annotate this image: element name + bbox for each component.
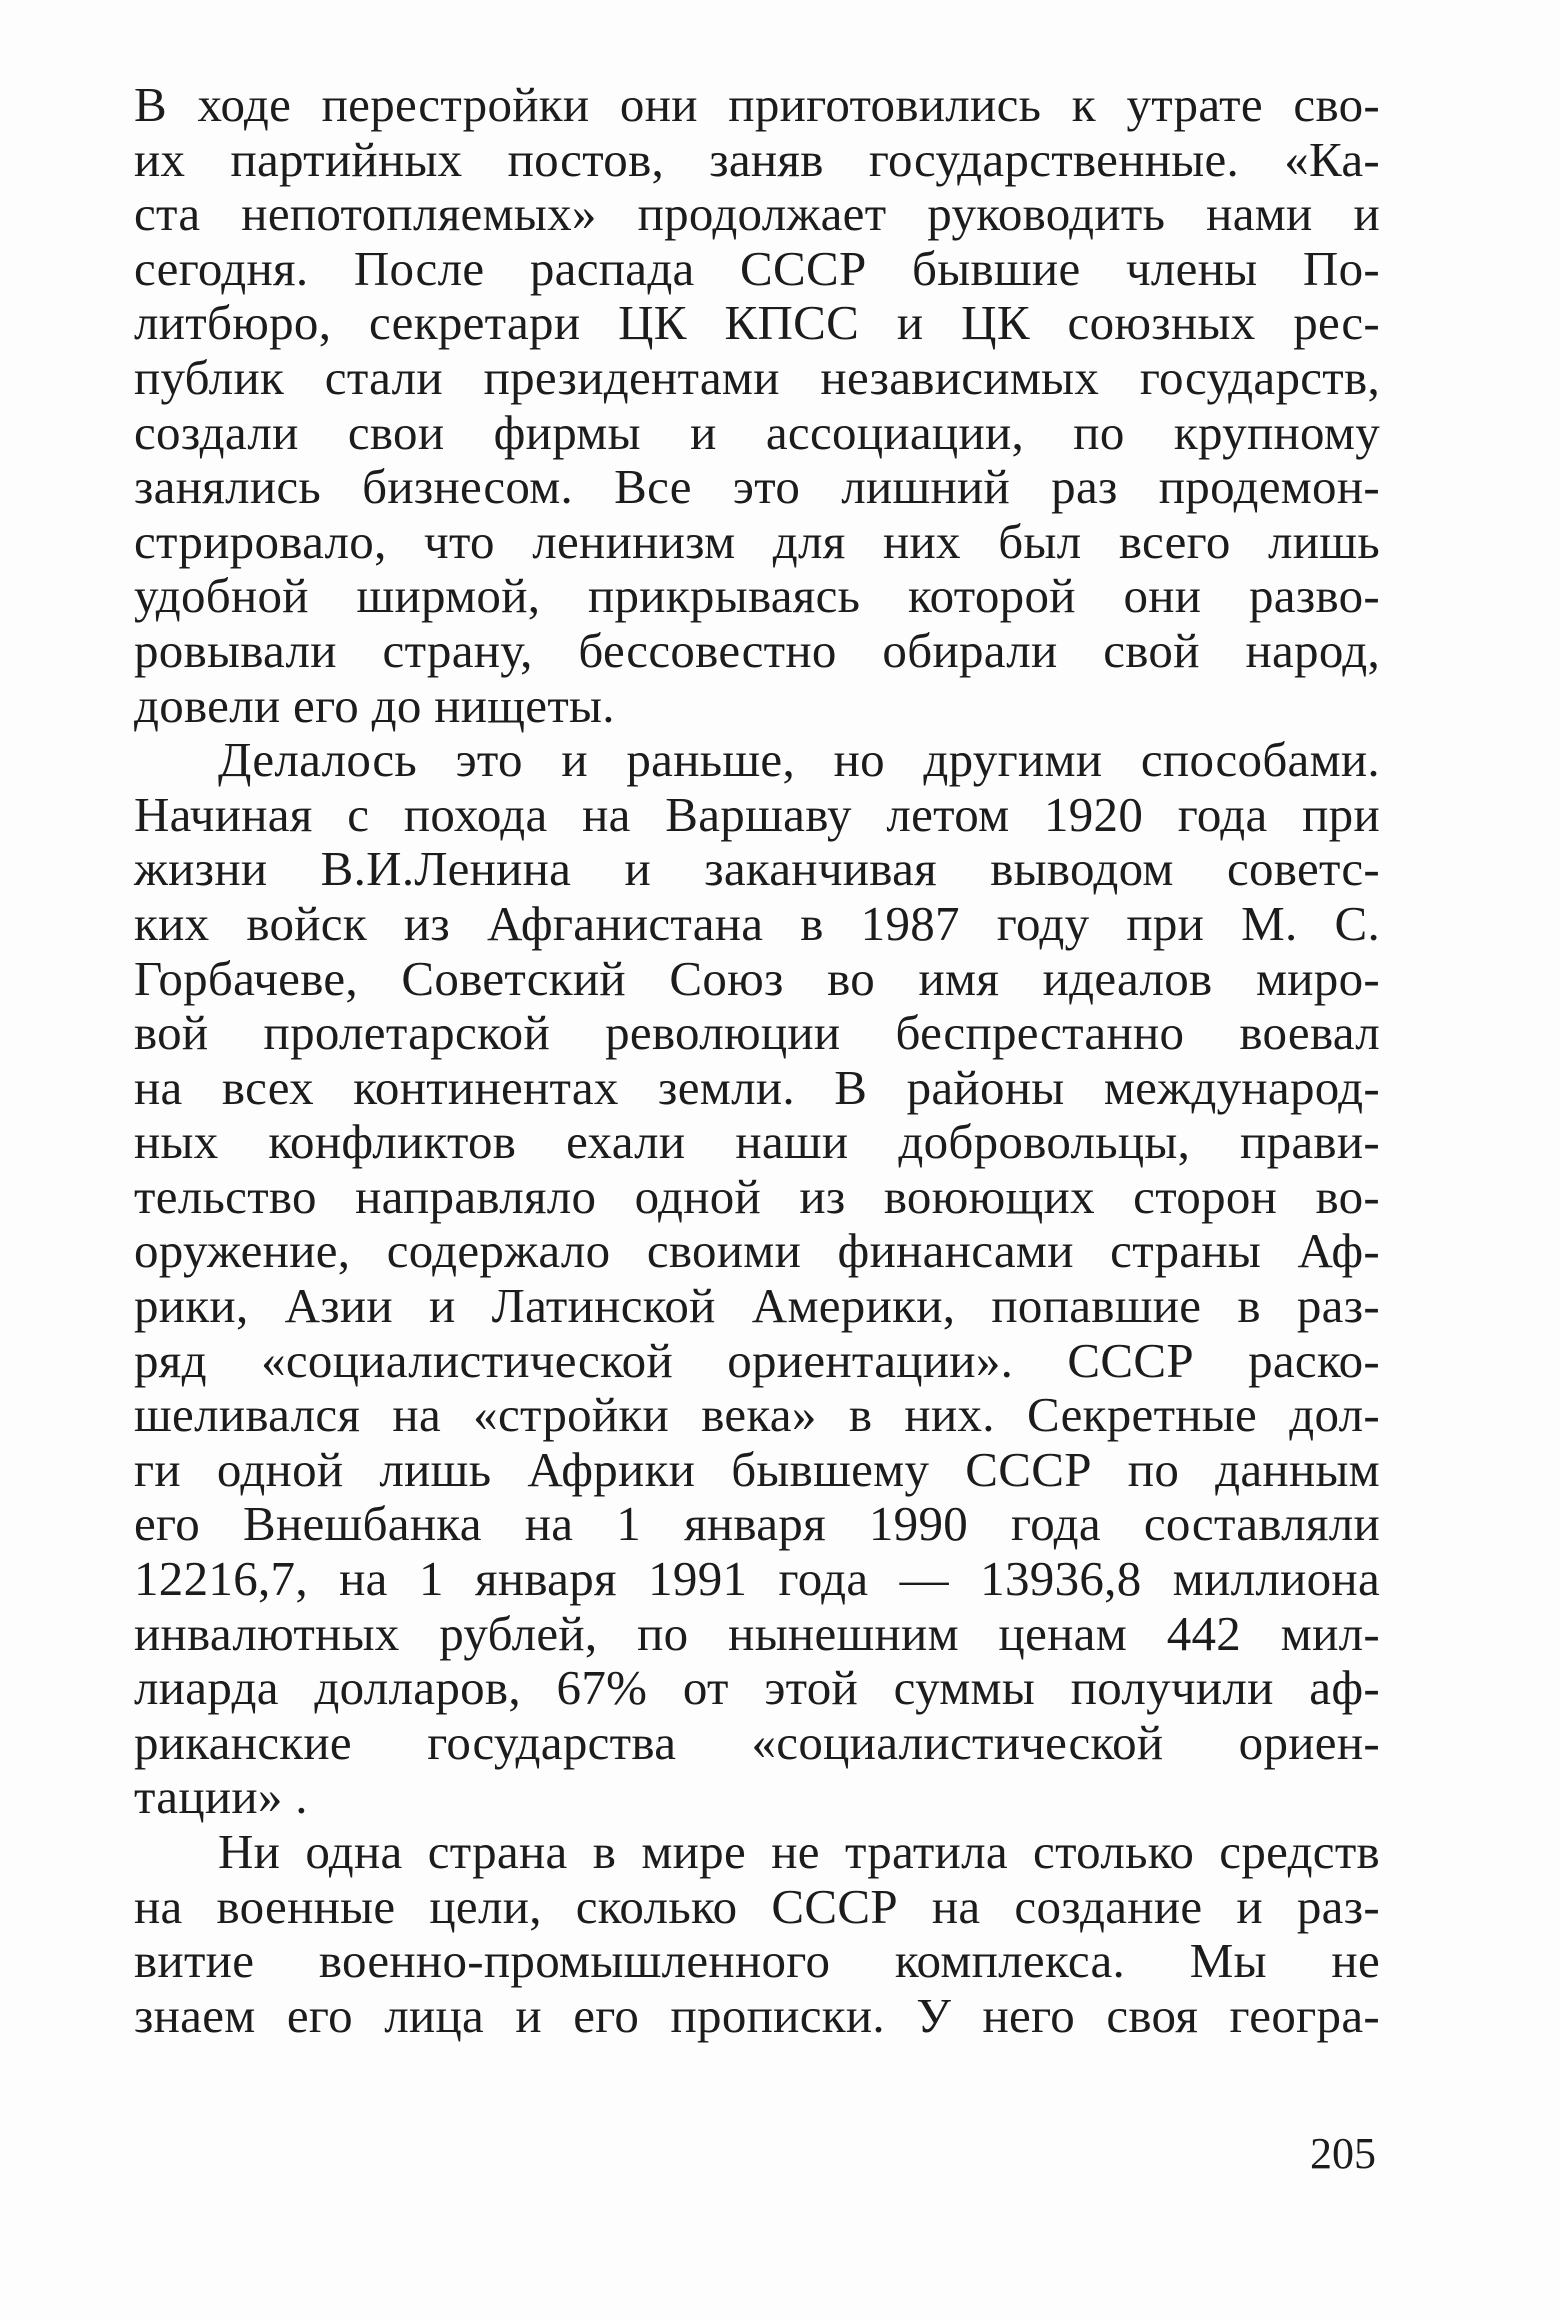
- text-line: ких войск из Афганистана в 1987 году при М. С.: [134, 895, 1380, 951]
- text-line: ных конфликтов ехали наши добровольцы, прави-: [134, 1114, 1380, 1170]
- text-line: Начиная с похода на Варшаву летом 1920 года при: [134, 786, 1380, 842]
- text-line: шеливался на «стройки века» в них. Секретные дол-: [134, 1387, 1380, 1443]
- text-line: тельство направляло одной из воюющих сторон во-: [134, 1168, 1380, 1224]
- paragraph-2: [134, 733, 1380, 1825]
- text-line: Горбачеве, Советский Союз во имя идеалов миро-: [134, 950, 1380, 1006]
- text-line: тации» .: [134, 1769, 308, 1825]
- text-line: ста непотопляемых» продолжает руководить нами и: [134, 186, 1380, 242]
- text-line: сегодня. После распада СССР бывшие члены По-: [134, 240, 1380, 296]
- text-line: их партийных постов, заняв государственные. «Ка-: [134, 131, 1380, 187]
- text-line: на военные цели, сколько СССР на создание и раз-: [134, 1878, 1380, 1934]
- text-line: стрировало, что ленинизм для них был всего лишь: [134, 513, 1380, 569]
- text-line: риканские государства «социалистической ориен-: [134, 1714, 1380, 1770]
- text-line: инвалютных рублей, по нынешним ценам 442 мил-: [134, 1605, 1380, 1661]
- text-line: лиарда долларов, 67% от этой суммы получили аф-: [134, 1660, 1380, 1716]
- paragraph-3: [134, 1825, 1380, 2043]
- text-line: занялись бизнесом. Все это лишний раз продемон-: [134, 459, 1380, 515]
- text-line: рики, Азии и Латинской Америки, попавшие в раз-: [134, 1278, 1380, 1334]
- page-number: 205: [1310, 2129, 1376, 2178]
- text-line: жизни В.И.Ленина и заканчивая выводом советс-: [134, 841, 1380, 897]
- text-line: В ходе перестройки они приготовились к утрате сво-: [134, 77, 1380, 132]
- text-line: ги одной лишь Африки бывшему СССР по данным: [134, 1441, 1380, 1497]
- text-line: Ни одна страна в мире не тратила столько средств: [218, 1824, 1380, 1879]
- text-line: 12216,7, на 1 января 1991 года — 13936,8 миллиона: [134, 1551, 1380, 1607]
- text-line: довели его до нищеты.: [134, 677, 615, 733]
- text-line: витие военно-промышленного комплекса. Мы не: [134, 1933, 1380, 1989]
- text-line: его Внешбанка на 1 января 1990 года составляли: [134, 1496, 1380, 1552]
- text-line: ряд «социалистической ориентации». СССР раско-: [134, 1332, 1380, 1388]
- text-line: оружение, содержало своими финансами страны Аф-: [134, 1223, 1380, 1279]
- text-line: на всех континентах земли. В районы международ-: [134, 1059, 1380, 1115]
- text-line: литбюро, секретари ЦК КПСС и ЦК союзных рес-: [134, 295, 1380, 351]
- text-line: ровывали страну, бессовестно обирали свой народ,: [134, 622, 1380, 678]
- text-line: знаем его лица и его прописки. У него своя геогра-: [134, 1987, 1380, 2043]
- paragraph-1: [134, 78, 1380, 733]
- text-line: вой пролетарской революции беспрестанно воевал: [134, 1005, 1380, 1061]
- text-line: создали свои фирмы и ассоциации, по крупному: [134, 404, 1380, 460]
- text-line: Делалось это и раньше, но другими способами.: [218, 732, 1380, 788]
- body-text: [134, 78, 1380, 2043]
- text-line: удобной ширмой, прикрываясь которой они разво-: [134, 568, 1380, 624]
- text-line: публик стали президентами независимых государств,: [134, 349, 1380, 405]
